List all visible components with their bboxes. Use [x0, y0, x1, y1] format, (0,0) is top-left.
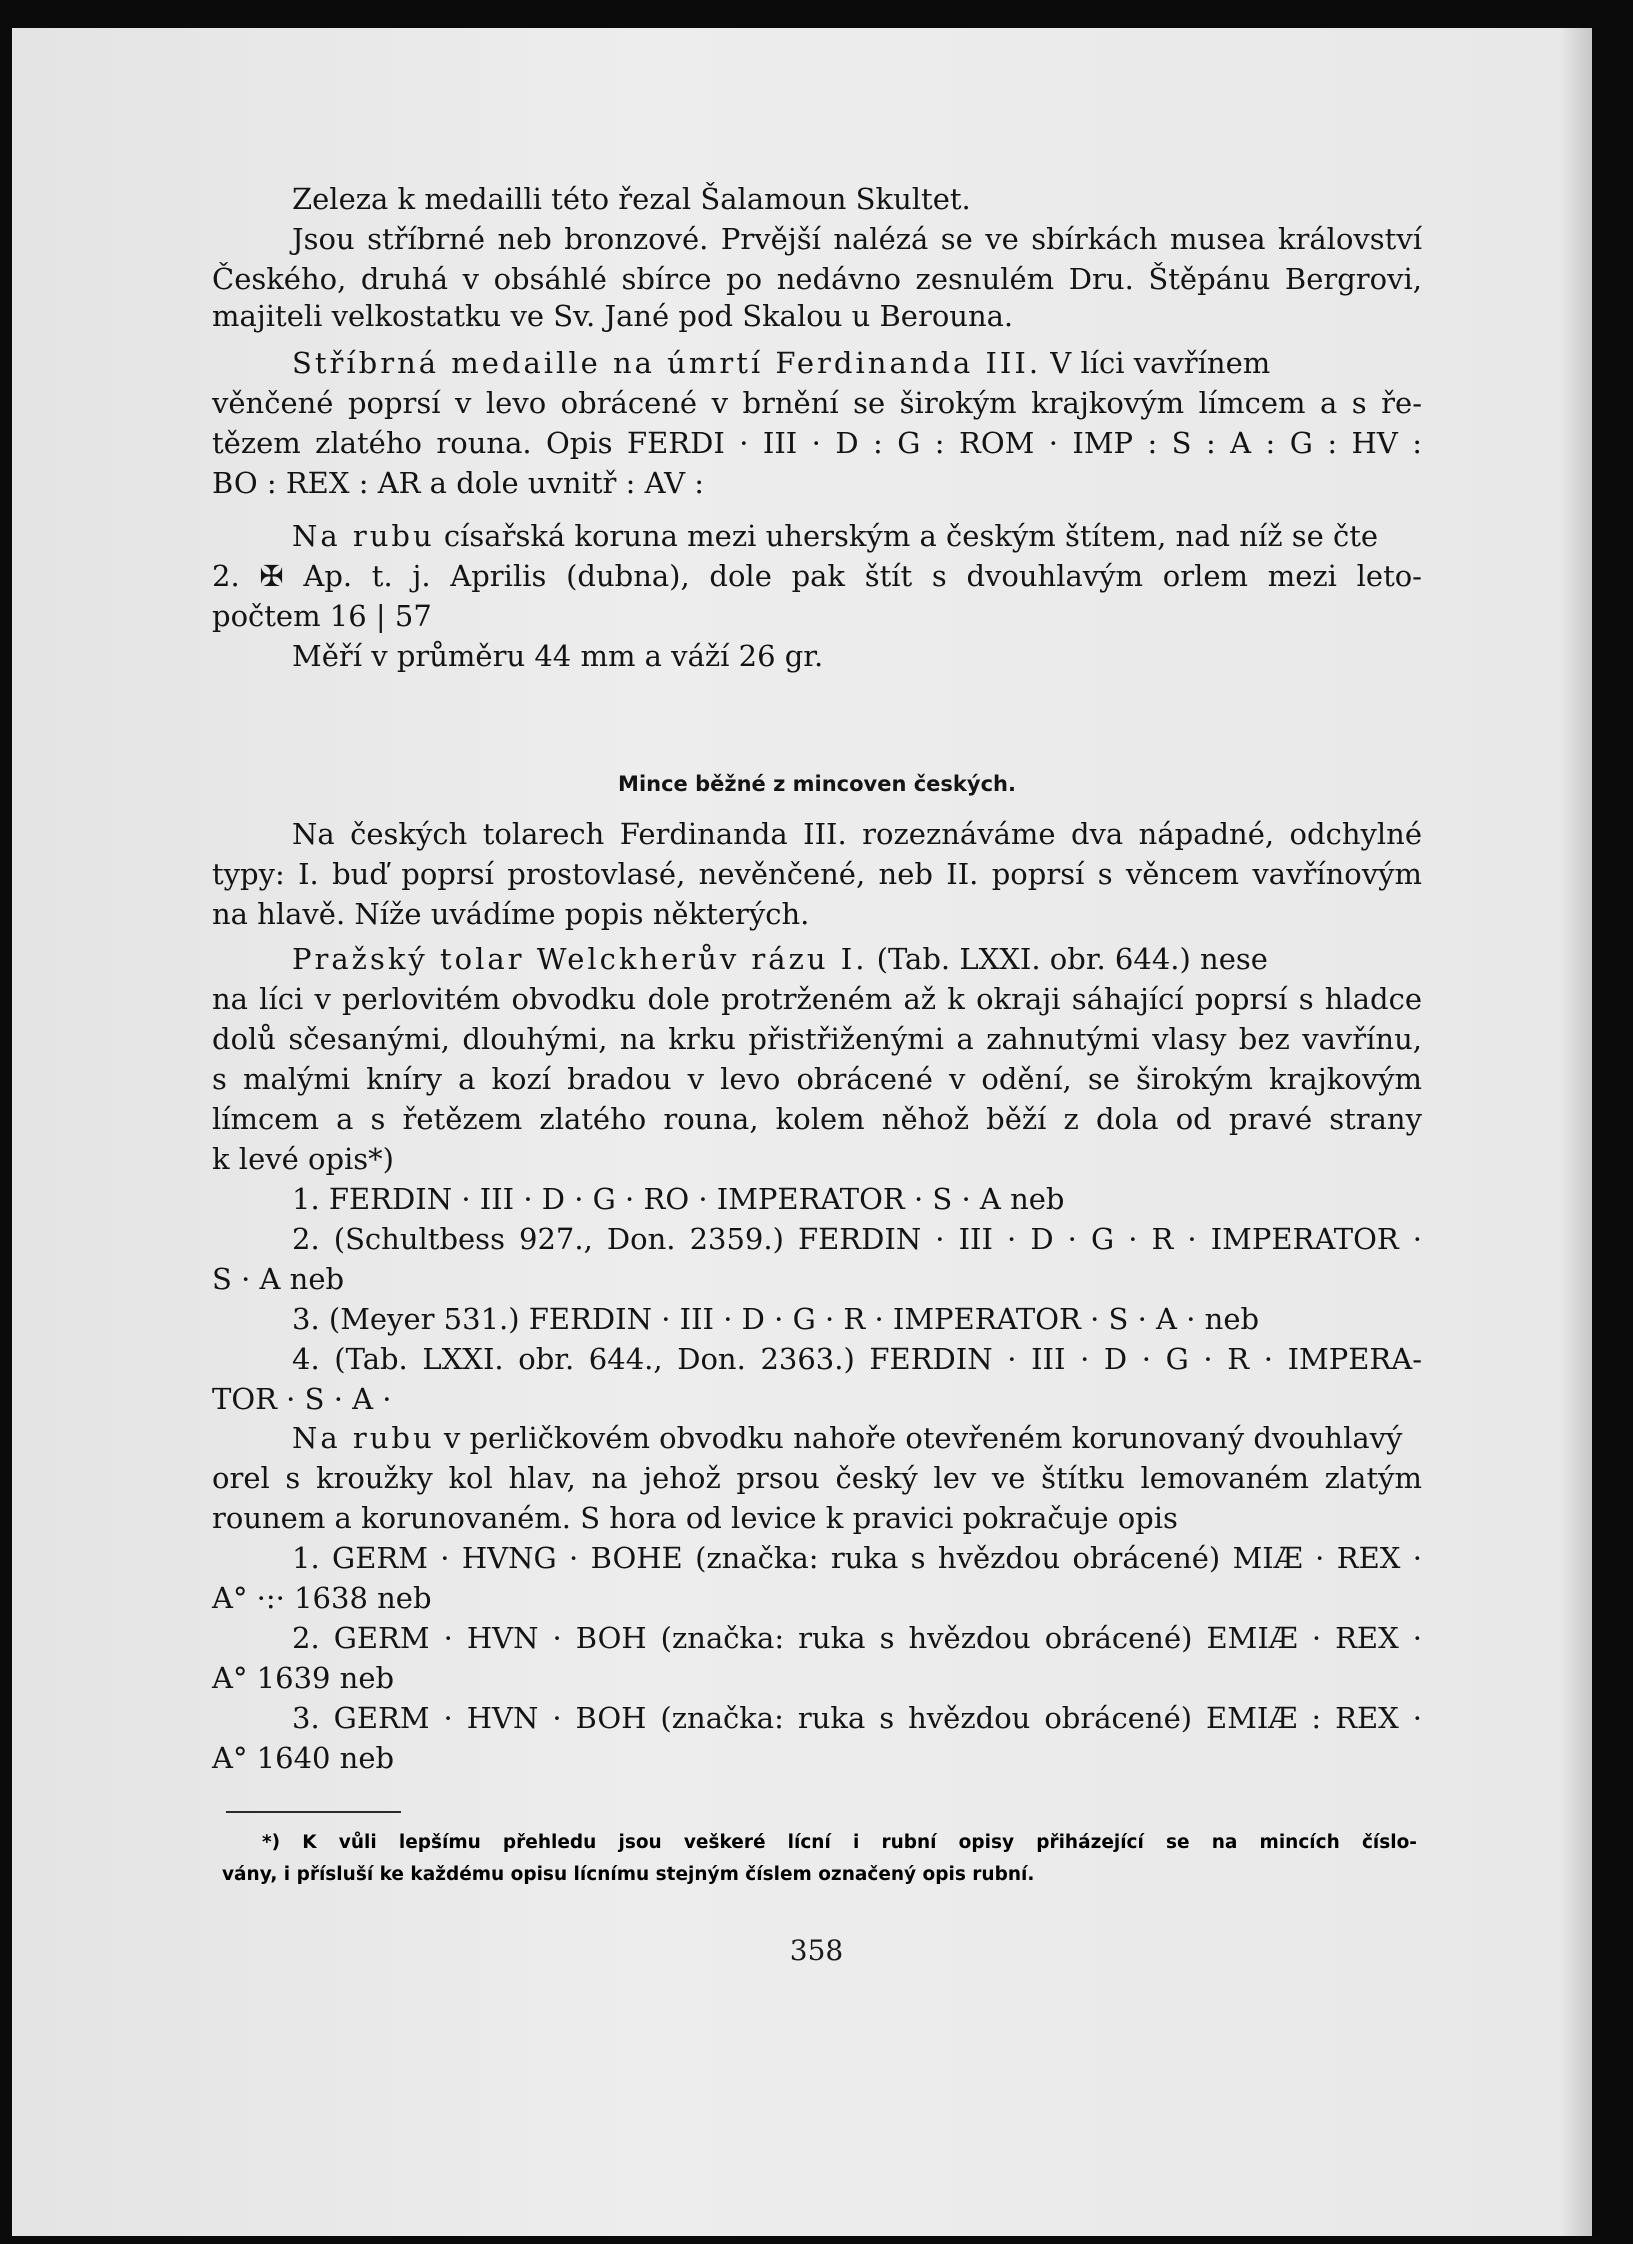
text-line: Českého, druhá v obsáhlé sbírce po nedávno zesnulém Dru. Štěpánu Bergrovi, — [212, 262, 1422, 296]
text-line: Stříbrná medaille na úmrtí Ferdinanda III. V líci vavřínem — [292, 346, 1271, 380]
page-number: 358 — [789, 1934, 844, 1967]
list-item: 3. (Meyer 531.) FERDIN · III · D · G · R · IMPERATOR · S · A · neb — [292, 1302, 1260, 1336]
text-line: BO : REX : AR a dole uvnitř : AV : — [212, 466, 705, 500]
spaced-lead: Stříbrná medaille na úmrtí Ferdinanda III. — [292, 346, 1042, 380]
text-line: Na rubu císařská koruna mezi uherským a českým štítem, nad níž se čte — [292, 519, 1379, 553]
list-item: 1. GERM · HVNG · BOHE (značka: ruka s hvězdou obrácené) MIÆ · REX · — [292, 1541, 1422, 1575]
text-line: na hlavě. Níže uvádíme popis některých. — [212, 897, 810, 931]
list-item: 1. FERDIN · III · D · G · RO · IMPERATOR · S · A neb — [292, 1182, 1065, 1216]
section-heading: Mince běžné z mincoven českých. — [618, 772, 1016, 796]
list-item: A° 1639 neb — [212, 1661, 395, 1695]
text-line: počtem 16 | 57 — [212, 599, 432, 633]
text-line: Zeleza k medailli této řezal Šalamoun Skultet. — [292, 182, 971, 216]
spaced-lead: Pražský tolar Welckherův rázu I. — [292, 942, 868, 976]
text-line: dolů sčesanými, dlouhými, na krku přistřiženými a zahnutými vlasy bez vavřínu, — [212, 1022, 1422, 1056]
spaced-lead: Na rubu — [292, 519, 435, 553]
footnote-rule — [226, 1811, 401, 1813]
list-item: 2. (Schultbess 927., Don. 2359.) FERDIN · III · D · G · R · IMPERATOR · — [292, 1222, 1422, 1256]
list-item: A° ·:· 1638 neb — [212, 1581, 432, 1615]
text-line: s malými kníry a kozí bradou v levo obrácené v odění, se širokým krajkovým — [212, 1062, 1422, 1096]
text-line: k levé opis*) — [212, 1142, 394, 1176]
list-item: 2. GERM · HVN · BOH (značka: ruka s hvězdou obrácené) EMIÆ · REX · — [292, 1621, 1422, 1655]
page-edge-shadow — [1560, 28, 1600, 2236]
text-line: majiteli velkostatku ve Sv. Jané pod Skalou u Berouna. — [212, 299, 1014, 333]
text-line: límcem a s řetězem zlatého rouna, kolem něhož běží z dola od pravé strany — [212, 1102, 1422, 1136]
text-line: Jsou stříbrné neb bronzové. Prvější nalézá se ve sbírkách musea království — [292, 222, 1422, 256]
text-line: tězem zlatého rouna. Opis FERDI · III · D : G : ROM · IMP : S : A : G : HV : — [212, 426, 1422, 460]
text-line: Měří v průměru 44 mm a váží 26 gr. — [292, 639, 824, 673]
text-line: Na rubu v perličkovém obvodku nahoře otevřeném korunovaný dvouhlavý — [292, 1421, 1403, 1455]
footnote-line: vány, i přísluší ke každému opisu lícnímu stejným číslem označený opis rubní. — [222, 1864, 1035, 1885]
text-line: 2. ✠ Ap. t. j. Aprilis (dubna), dole pak štít s dvouhlavým orlem mezi leto- — [212, 559, 1422, 593]
list-item: A° 1640 neb — [212, 1741, 395, 1775]
footnote-line: *) K vůli lepšímu přehledu jsou veškeré lícní i rubní opisy přiházející se na mincích číslo- — [262, 1832, 1417, 1853]
text-line: rounem a korunovaném. S hora od levice k pravici pokračuje opis — [212, 1501, 1178, 1535]
text-line: Pražský tolar Welckherův rázu I. (Tab. LXXI. obr. 644.) nese — [292, 942, 1268, 976]
list-item: 3. GERM · HVN · BOH (značka: ruka s hvězdou obrácené) EMIÆ : REX · — [292, 1701, 1422, 1735]
list-item: 4. (Tab. LXXI. obr. 644., Don. 2363.) FERDIN · III · D · G · R · IMPERA- — [292, 1342, 1422, 1376]
text-line: na líci v perlovitém obvodku dole protrženém až k okraji sáhající poprsí s hladce — [212, 982, 1422, 1016]
text-line: Na českých tolarech Ferdinanda III. rozeznáváme dva nápadné, odchylné — [292, 817, 1422, 851]
text-line: typy: I. buď poprsí prostovlasé, nevěnčené, neb II. poprsí s věncem vavřínovým — [212, 857, 1422, 891]
list-item: S · A neb — [212, 1262, 345, 1296]
list-item: TOR · S · A · — [212, 1382, 392, 1416]
text-line: věnčené poprsí v levo obrácené v brnění se širokým krajkovým límcem a s ře- — [212, 386, 1422, 420]
spaced-lead: Na rubu — [292, 1421, 435, 1455]
text-line: orel s kroužky kol hlav, na jehož prsou český lev ve štítku lemovaném zlatým — [212, 1461, 1422, 1495]
